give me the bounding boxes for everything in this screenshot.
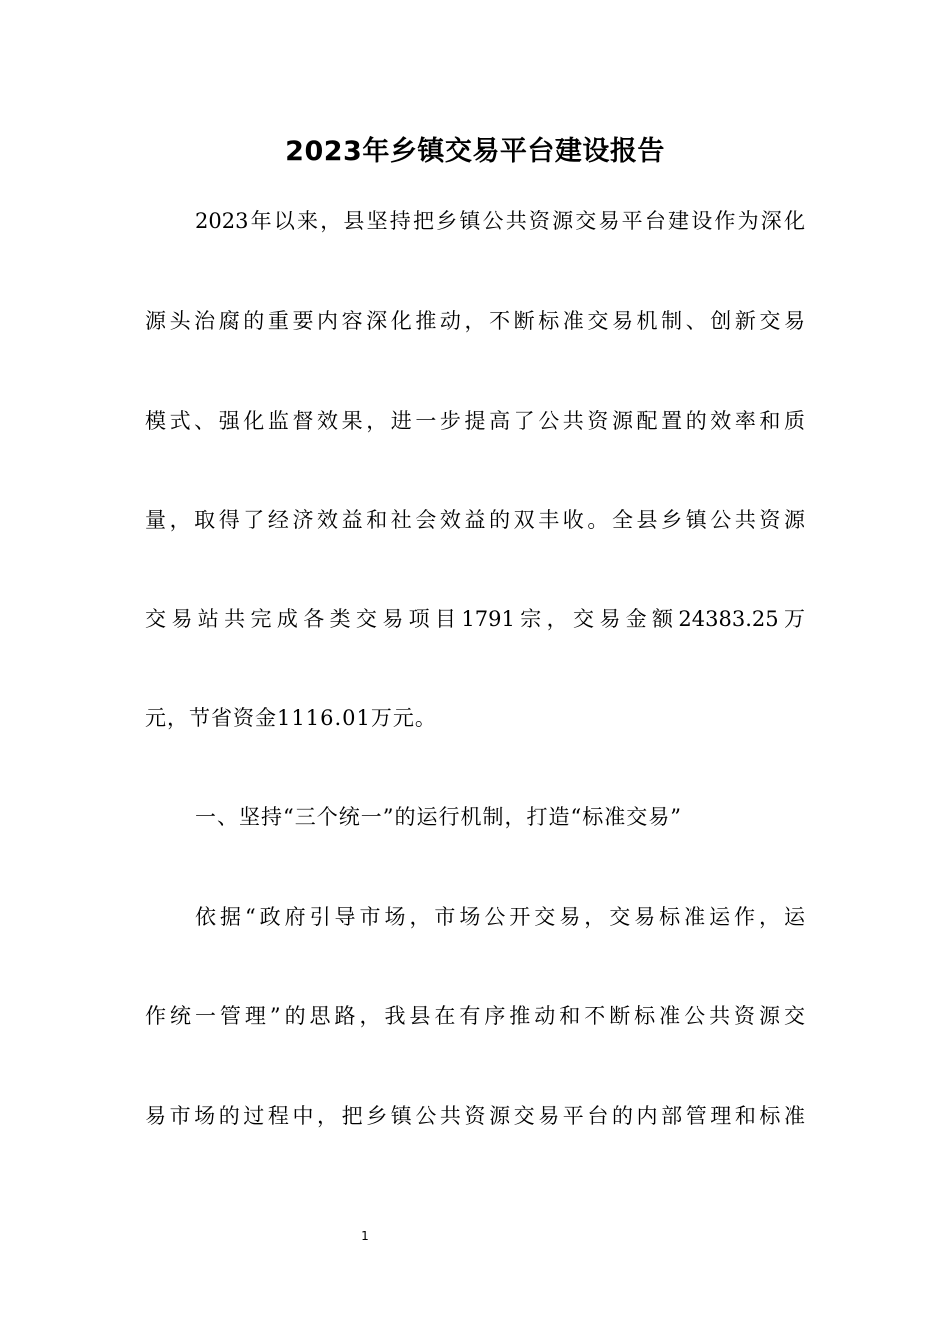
section-1-heading: 一、坚持“三个统一”的运行机制，打造“标准交易”	[195, 805, 682, 829]
document-title: 2023年乡镇交易平台建设报告	[285, 136, 665, 167]
page-number: 1	[361, 1229, 369, 1243]
paragraph-2-line-2: 作统一管理”的思路，我县在有序推动和不断标准公共资源交	[145, 1004, 805, 1028]
paragraph-2-line-1: 依据“政府引导市场，市场公开交易，交易标准运作，运	[195, 905, 805, 929]
paragraph-1-line-3: 模式、强化监督效果，进一步提高了公共资源配置的效率和质	[145, 409, 805, 433]
paragraph-1-line-6: 元，节省资金1116.01万元。	[145, 706, 437, 730]
paragraph-1-line-1: 2023年以来，县坚持把乡镇公共资源交易平台建设作为深化	[195, 209, 805, 233]
paragraph-1-line-4: 量，取得了经济效益和社会效益的双丰收。全县乡镇公共资源	[145, 508, 805, 532]
paragraph-1-line-2: 源头治腐的重要内容深化推动，不断标准交易机制、创新交易	[145, 309, 805, 333]
paragraph-1-line-5: 交易站共完成各类交易项目1791宗，交易金额24383.25万	[145, 607, 805, 631]
paragraph-2-line-3: 易市场的过程中，把乡镇公共资源交易平台的内部管理和标准	[145, 1104, 805, 1128]
